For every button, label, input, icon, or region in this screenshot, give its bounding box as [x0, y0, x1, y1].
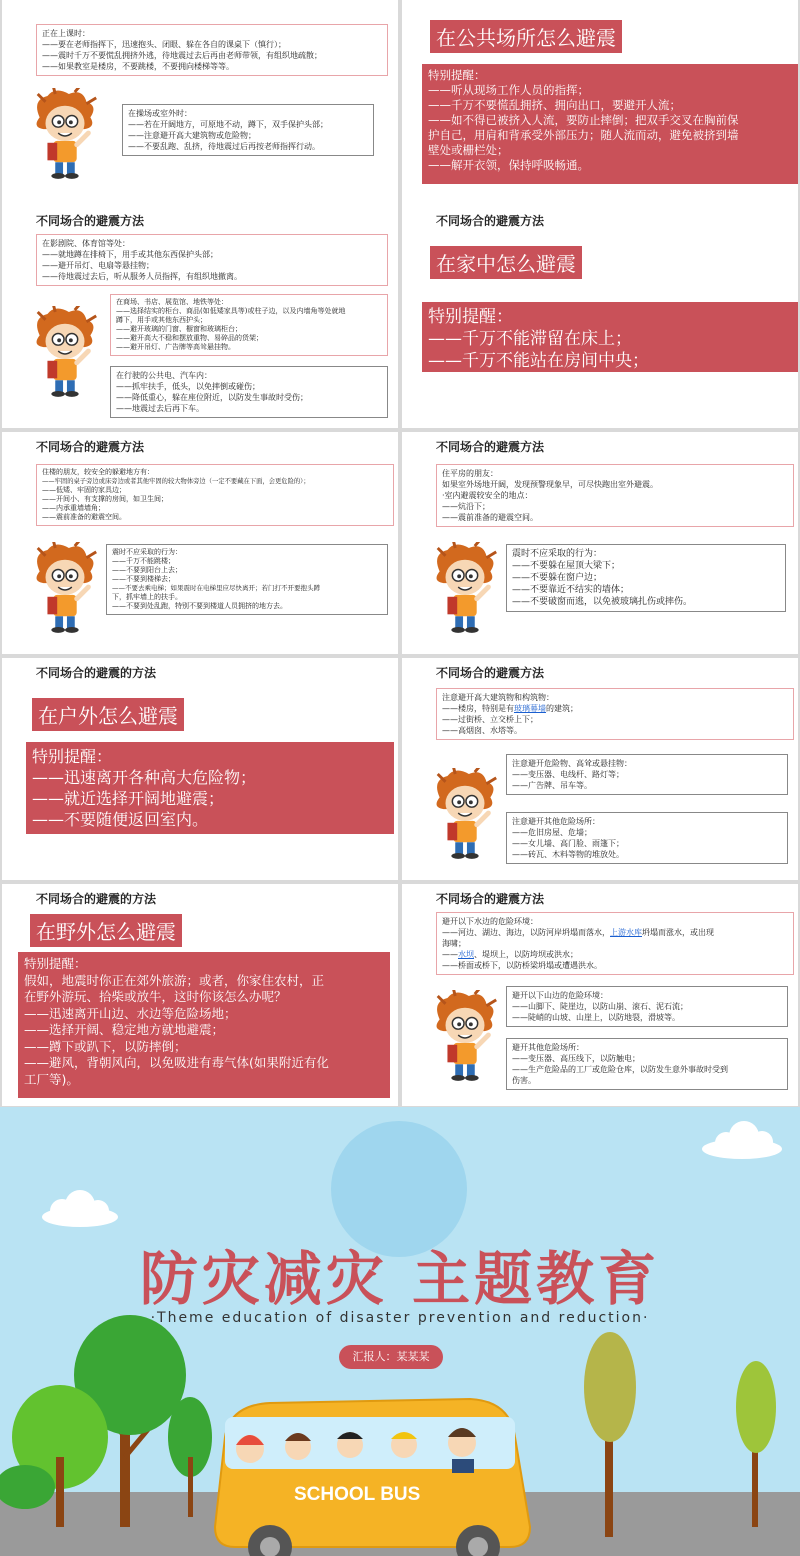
cartoon-kid-illustration	[26, 306, 104, 398]
box-line: ——高烟囱、水塔等。	[442, 726, 522, 735]
box-heading: 在操场或室外时：	[128, 109, 192, 118]
box-line: ——不要去乘电梯；如果震时在电梯里应尽快离开；若门打不开要抱头蹲	[112, 584, 320, 592]
slide-avoid-buildings[interactable]	[402, 658, 798, 880]
box-heading: 住平房的朋友：	[442, 469, 498, 478]
box-line: 如果室外场地开阔，发现预警现象早，可尽快跑出室外避震。	[442, 480, 658, 489]
slide-bungalow[interactable]	[402, 432, 798, 654]
box-line: ——变压器、电线杆、路灯等；	[512, 770, 624, 779]
panel-line: ——避风，背朝风向，以免吸进有毒气体(如果附近有化	[24, 1055, 329, 1070]
slide-apartment[interactable]	[2, 432, 398, 654]
cartoon-kid-illustration	[426, 542, 504, 634]
box-apartment	[36, 464, 394, 526]
box-line: ——内承重墙墙角；	[42, 504, 105, 512]
slide-theaters[interactable]	[2, 206, 398, 428]
box-line: ——避开玻璃的门窗、橱窗和玻璃柜台；	[116, 325, 242, 333]
box-buildings	[436, 688, 794, 740]
box-dangerous-objects	[506, 754, 788, 795]
panel-line: ——如不得已被挤入人流，要防止摔倒；把双手交叉在胸前保	[428, 113, 739, 127]
cloud-right	[702, 1121, 782, 1159]
box-line	[442, 927, 788, 938]
box-text: ——楼房，特别是有	[442, 704, 514, 713]
slide-wilderness[interactable]	[2, 884, 398, 1106]
box-line: ——不要到阳台上去；	[112, 566, 182, 574]
box-line: ——炕沿下；	[442, 502, 490, 511]
box-dont-do	[506, 544, 786, 612]
box-line: ——不要躲在屋顶大梁下；	[512, 561, 621, 571]
box-line	[442, 703, 788, 714]
box-line: ——低矮、牢固的家具边；	[42, 486, 126, 494]
box-line: ——生产危险品的工厂或危险仓库，以防发生意外事故时受到	[512, 1065, 728, 1074]
panel-line: 特别提醒：	[428, 307, 513, 327]
box-line	[442, 949, 788, 960]
box-theater	[36, 234, 388, 286]
box-mountainside	[506, 986, 788, 1027]
glass-curtain-wall-link[interactable]: 玻璃幕墙	[514, 704, 546, 713]
box-line: ——女儿墙、高门脸、雨篷下；	[512, 839, 624, 848]
reminder-panel	[422, 64, 798, 184]
slide-public-places[interactable]	[402, 0, 798, 222]
box-text: 的建筑；	[546, 704, 578, 713]
box-other-hazards	[506, 1038, 788, 1090]
box-line: ——抓牢扶手，低头，以免摔倒或碰伤；	[116, 382, 260, 391]
box-line: ——不要靠近不结实的墙体；	[512, 585, 630, 595]
section-tag: 在公共场所怎么避震	[430, 20, 622, 53]
box-line: ——震前准备的避震空间。	[42, 513, 126, 521]
box-line: ——山脚下、陡崖边，以防山崩、滚石、泥石流；	[512, 1002, 688, 1011]
box-text: 、堤坝上，以防垮坝或洪水；	[474, 950, 578, 959]
cartoon-kid-illustration	[426, 990, 504, 1082]
cover-title: 防灾减灾 主题教育	[139, 1245, 661, 1313]
reminder-panel	[26, 742, 394, 834]
bus-label: SCHOOL BUS	[294, 1484, 421, 1505]
box-text: 坍塌而涨水，或出现	[642, 928, 714, 937]
box-heading: 避开以下水边的危险环境：	[442, 917, 538, 926]
panel-line: ——迅速离开山边、水边等危险场地；	[24, 1005, 237, 1021]
box-line: ——若在开阔地方，可原地不动，蹲下，双手保护头部；	[128, 120, 328, 129]
panel-line: ——解开衣领，保持呼吸畅通。	[428, 158, 589, 172]
panel-line: 特别提醒：	[32, 747, 113, 766]
panel-line: ——蹲下或趴下，以防摔倒；	[24, 1038, 187, 1054]
cloud-left	[42, 1190, 118, 1227]
box-heading: 在行驶的公共电、汽车内：	[116, 371, 212, 380]
reporter-badge: 汇报人：某某某	[339, 1345, 443, 1369]
box-line: ——开间小、有支撑的房间，如卫生间；	[42, 495, 168, 503]
school-bus-illustration	[215, 1399, 530, 1556]
slide-title: 不同场合的避震方法	[436, 892, 545, 906]
box-line: ——震前准备的避震空间。	[442, 513, 538, 522]
box-line: ——地震过去后再下车。	[116, 404, 204, 413]
slide-title: 不同场合的避震方法	[36, 214, 145, 228]
slide-title: 不同场合的避震方法	[436, 440, 545, 454]
cartoon-kid-illustration	[26, 88, 104, 180]
section-tag: 在户外怎么避震	[32, 698, 184, 731]
panel-line: 壁处或栅栏处；	[428, 143, 509, 157]
box-dont-do	[106, 544, 388, 615]
box-heading: 避开其他危险场所：	[512, 1043, 584, 1052]
box-line: ——不要躲在窗户边；	[512, 573, 603, 583]
panel-line: ——选择开阔、稳定地方就地避震；	[24, 1022, 225, 1037]
box-line: ——避开高大不稳和摆放重物、易碎品的货架；	[116, 334, 263, 342]
slide-title: 不同场合的避震的方法	[36, 666, 157, 680]
box-line: ——注意避开高大建筑物或危险物；	[128, 131, 256, 140]
box-line: ——不要破窗而逃，以免被玻璃扎伤或摔伤。	[512, 597, 693, 607]
box-line: ——不要到处乱跑，特别不要到楼道人员拥挤的地方去。	[112, 602, 287, 610]
box-text: ——河边、湖边、海边，以防河岸坍塌而落水，	[442, 928, 610, 937]
panel-line: 特别提醒：	[428, 68, 486, 82]
panel-line: ——听从现场工作人员的指挥；	[428, 83, 589, 97]
box-line: ——广告牌、吊车等。	[512, 781, 592, 790]
box-heading: 避开以下山边的危险环境：	[512, 991, 608, 1000]
box-line: ·室内避震较安全的地点：	[442, 491, 533, 500]
slide-title: 不同场合的避震方法	[436, 666, 545, 680]
box-bungalow	[436, 464, 794, 527]
box-line: ——陡峭的山坡、山崖上，以防地裂，滑坡等。	[512, 1013, 680, 1022]
box-heading: 正在上课时：	[42, 29, 90, 38]
panel-line: ——千万不要慌乱拥挤、拥向出口，要避开人流；	[428, 98, 681, 112]
box-heading: 震时不应采取的行为：	[512, 549, 603, 559]
panel-line: ——迅速离开各种高大危险物；	[32, 768, 257, 787]
section-tag: 在野外怎么避震	[30, 914, 182, 947]
slide-title: 不同场合的避震方法	[36, 440, 145, 454]
box-text: ——	[442, 950, 458, 959]
box-heading: 震时不应采取的行为：	[112, 548, 182, 556]
upstream-reservoir-link[interactable]: 上游水库	[610, 928, 642, 937]
slide-title: 不同场合的避震方法	[436, 214, 545, 228]
panel-line: 护自己，用肩和背承受外部压力；随人流而动，避免被挤到墙	[428, 128, 739, 142]
box-line: 伤害。	[512, 1076, 536, 1085]
section-tag: 在家中怎么避震	[430, 246, 582, 279]
box-line: ——不要到楼梯去；	[112, 575, 175, 583]
box-heading: 在影剧院、体育馆等处：	[42, 239, 130, 248]
cover-subtitle: ·Theme education of disaster prevention and reduction·	[150, 1310, 650, 1326]
box-line: ——要在老师指挥下，迅速抱头、闭眼、躲在各自的课桌下（慎行）；	[42, 40, 286, 49]
box-heading: 注意避开危险物、高耸或悬挂物：	[512, 759, 632, 768]
panel-line: 工厂等)。	[24, 1071, 79, 1087]
box-in-class	[36, 24, 388, 76]
box-line: ——选择结实的柜台、商品(如低矮家具等)或柱子边，以及内墙角等处就地	[116, 307, 346, 315]
box-line: ——变压器、高压线下，以防触电；	[512, 1054, 640, 1063]
box-waterside	[436, 912, 794, 975]
panel-line: ——不要随便返回室内。	[32, 810, 209, 829]
box-line: ——不要乱跑、乱挤，待地震过后再按老师指挥行动。	[128, 142, 320, 151]
box-line: ——千万不能跳楼；	[112, 557, 175, 565]
box-line: ——降低重心，躲在座位附近，以防发生事故时受伤；	[116, 393, 308, 402]
box-heading: 住楼的朋友，较安全的躲避地方有：	[42, 468, 154, 476]
slide-outdoors[interactable]	[2, 658, 398, 880]
cartoon-kid-illustration	[26, 542, 104, 634]
panel-line: 特别提醒：	[24, 956, 87, 971]
slide-title: 不同场合的避震的方法	[36, 892, 157, 906]
box-other-places	[506, 812, 788, 864]
box-outdoors	[122, 104, 374, 156]
cartoon-kid-illustration	[426, 768, 504, 860]
reminder-panel	[18, 952, 390, 1098]
panel-line: ——千万不能滞留在床上；	[428, 329, 632, 349]
box-bus	[110, 366, 388, 418]
box-heading: 注意避开其他危险场所：	[512, 817, 600, 826]
slide-classroom[interactable]	[2, 0, 398, 222]
slide-water-mountain[interactable]	[402, 884, 798, 1106]
panel-line: ——就近选择开阔地避震；	[32, 789, 225, 808]
panel-line: ——千万不能站在房间中央；	[428, 351, 649, 371]
box-shops	[110, 294, 388, 356]
box-line: 海啸；	[442, 939, 466, 948]
box-line: ——砖瓦、木料等物的堆放处。	[512, 850, 624, 859]
box-line: ——待地震过去后，听从服务人员指挥，有组织地撤离。	[42, 272, 242, 281]
box-line: ——就地蹲在排椅下，用手或其他东西保护头部；	[42, 250, 218, 259]
box-line: 下，抓牢墙上的扶手。	[112, 593, 182, 601]
box-line: ——过街桥、立交桥上下；	[442, 715, 538, 724]
panel-line: 假如，地震时你正在郊外旅游；或者，你家住农村，正	[24, 972, 325, 988]
box-line: ——避开吊灯、电扇等悬挂物；	[42, 261, 154, 270]
box-line: ——牢固的桌子旁边或床旁边或者其他牢固的较大物体旁边（一定不要藏在下面，会更危险的）；	[42, 478, 310, 485]
dam-link[interactable]: 水坝	[458, 950, 474, 959]
box-line: ——震时千万不要慌乱拥挤外逃，待地震过去后再由老师带领，有组织地疏散；	[42, 51, 322, 60]
box-heading: 在商场、书店、展览馆、地铁等处：	[116, 298, 228, 306]
slide-at-home[interactable]	[402, 206, 798, 428]
box-heading: 注意避开高大建筑物和构筑物：	[442, 693, 554, 702]
box-line: ——桥面或桥下，以防桥梁坍塌或遭遇洪水。	[442, 961, 602, 970]
box-line: ——避开吊灯、广告牌等高耸悬挂物。	[116, 343, 235, 351]
reminder-panel	[422, 302, 798, 372]
cover-slide[interactable]	[0, 1107, 800, 1556]
box-line: ——危旧房屋、危墙；	[512, 828, 592, 837]
box-line: 蹲下，用手或其他东西护头；	[116, 316, 207, 324]
box-line: ——如果教室是楼房，不要跳楼，不要拥向楼梯等等。	[42, 62, 234, 71]
panel-line: 在野外游玩、拾柴或放牛，这时你该怎么办呢？	[24, 989, 287, 1004]
